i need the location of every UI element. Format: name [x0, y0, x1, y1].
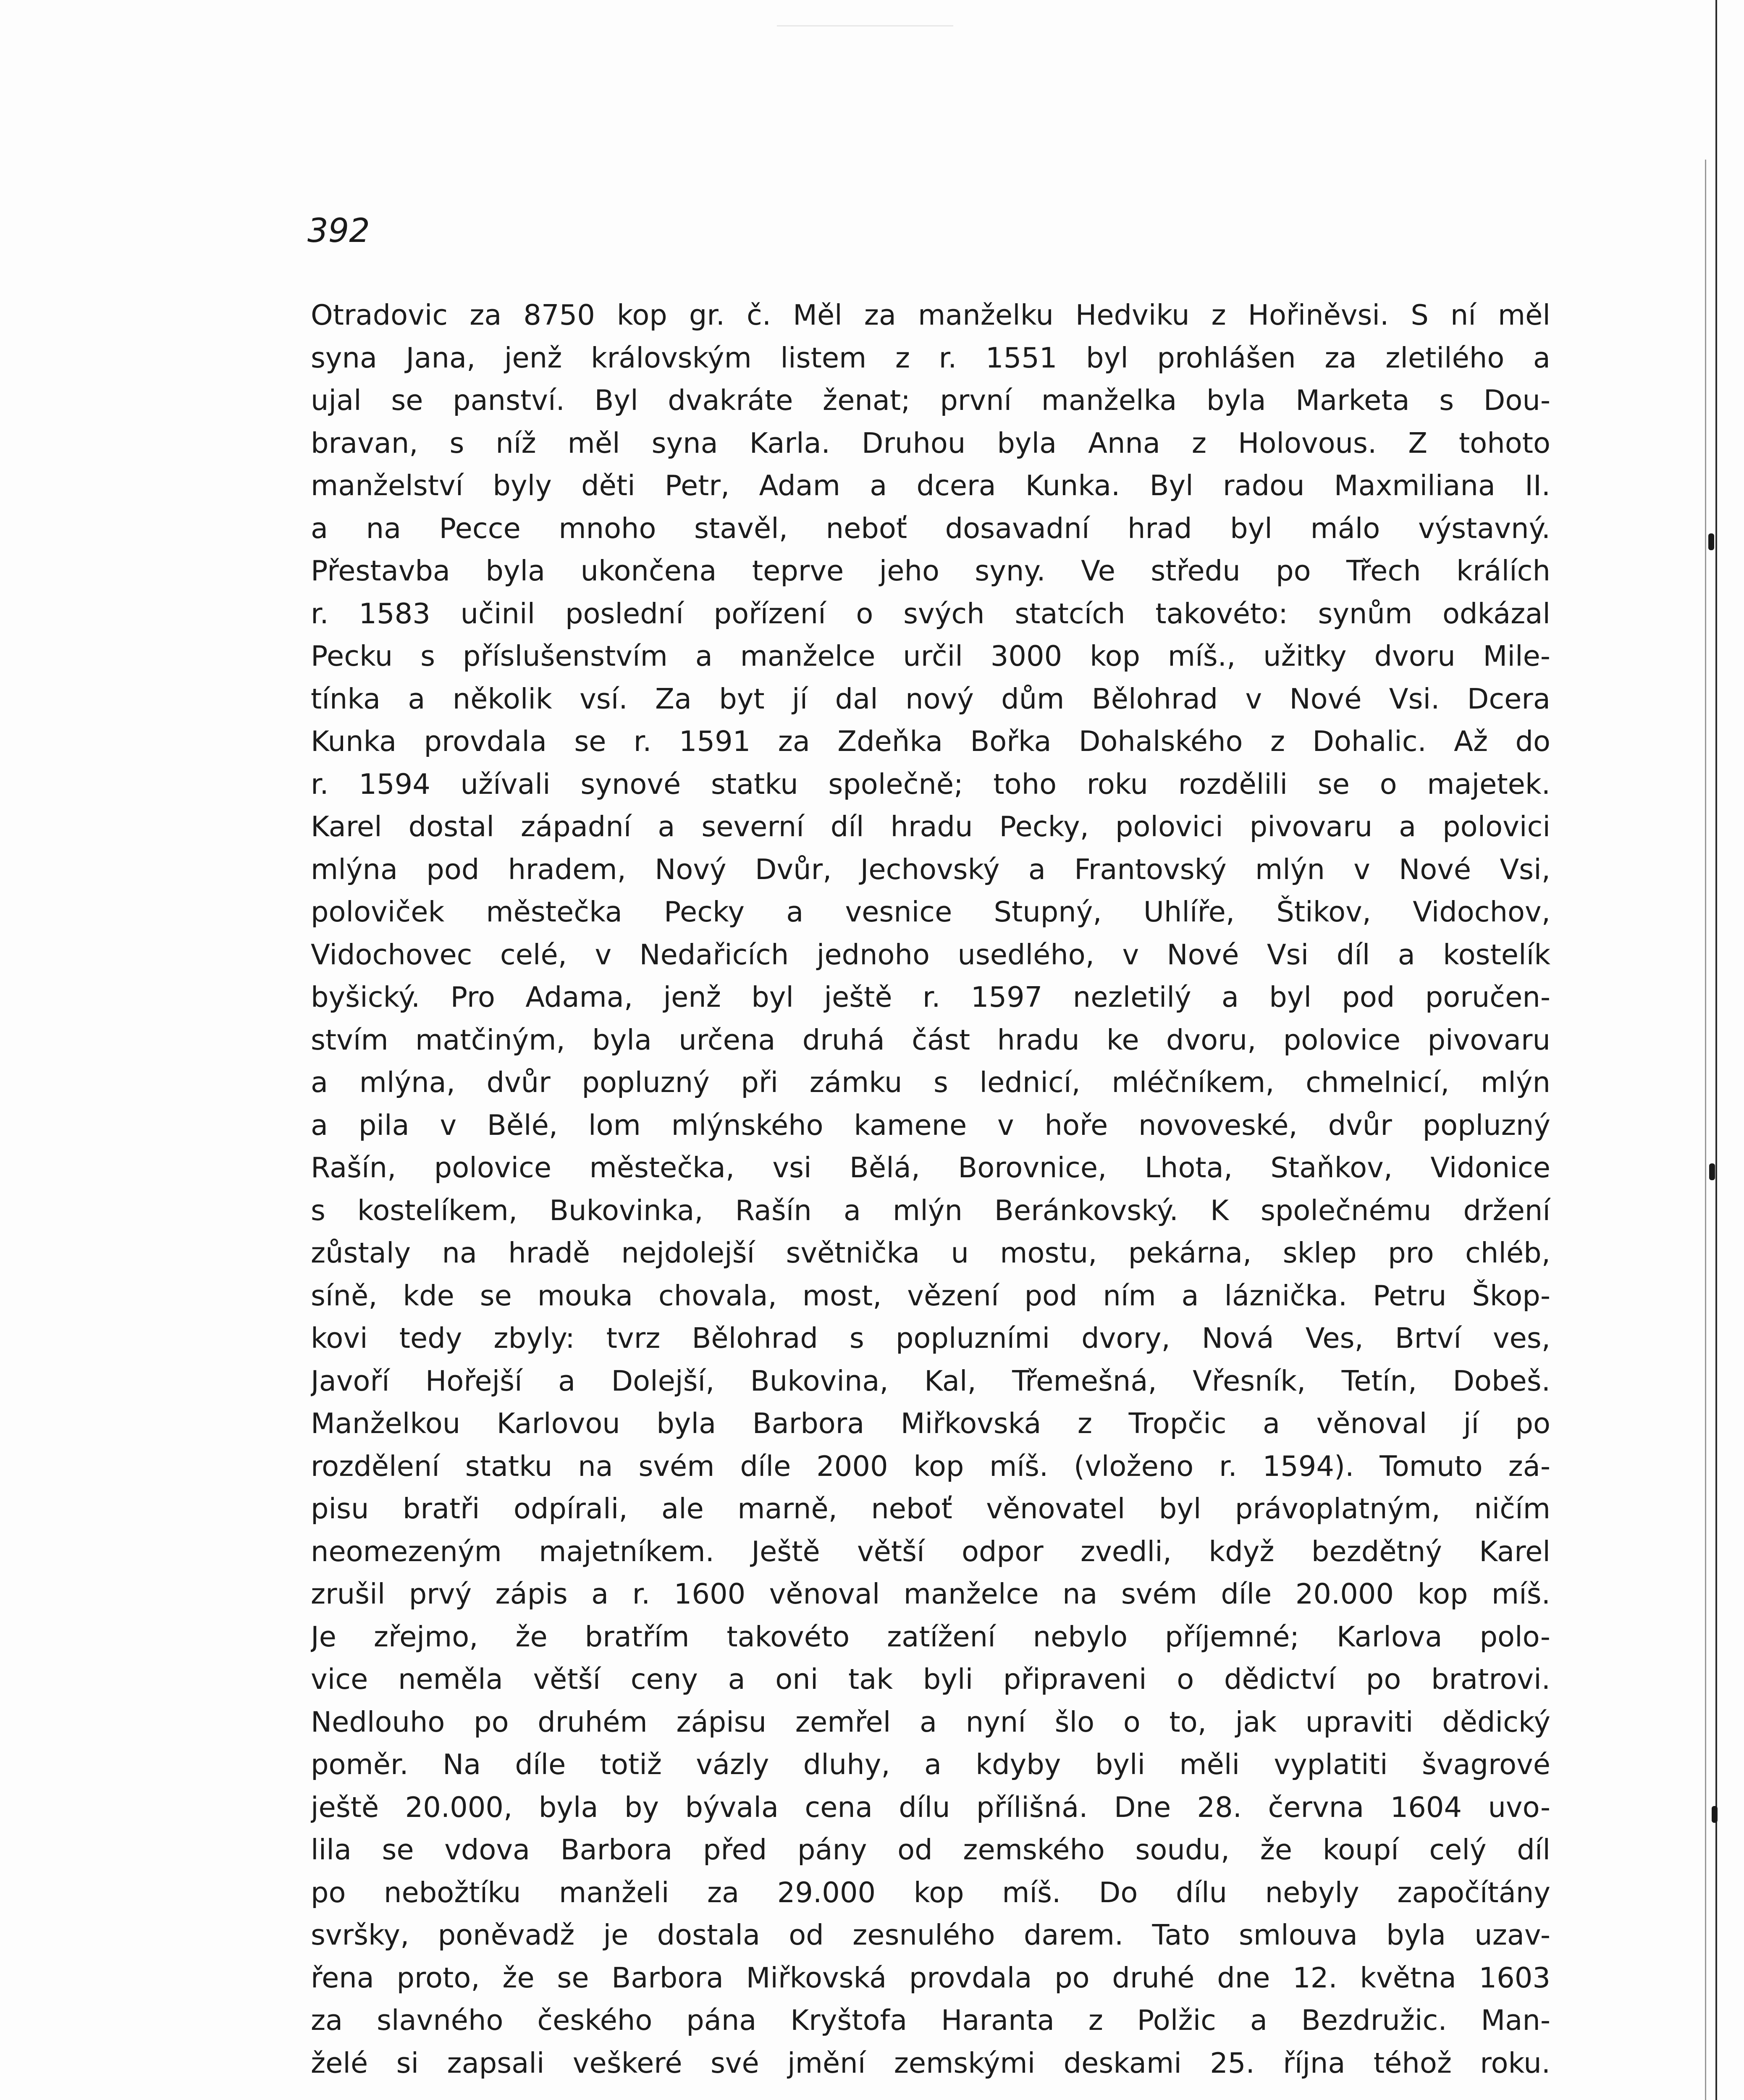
text-line: Kunka provdala se r. 1591 za Zdeňka Bořka Dohalského z Dohalic. Až do — [311, 725, 1550, 758]
scan-edge-shadow — [1705, 160, 1706, 2100]
text-line: a pila v Bělé, lom mlýnského kamene v hoře novoveské, dvůr popluzný — [311, 1108, 1550, 1142]
text-line: Vidochovec celé, v Nedařicích jednoho usedlého, v Nové Vsi díl a kostelík — [311, 938, 1550, 971]
text-line: neomezeným majetníkem. Ještě větší odpor zvedli, když bezdětný Karel — [311, 1535, 1550, 1568]
text-line: r. 1583 učinil poslední pořízení o svých statcích takovéto: synům odkázal — [311, 597, 1550, 630]
text-line: Přestavba byla ukončena teprve jeho syny. Ve středu po Třech králích — [311, 554, 1550, 587]
text-line: r. 1594 užívali synové statku společně; toho roku rozdělili se o majetek. — [311, 767, 1550, 801]
text-line: ještě 20.000, byla by bývala cena dílu přílišná. Dne 28. června 1604 uvo- — [311, 1790, 1550, 1824]
scan-edge-line — [1715, 0, 1717, 2100]
text-line: Javoří Hořejší a Dolejší, Bukovina, Kal, Třemešná, Vřesník, Tetín, Dobeš. — [311, 1364, 1550, 1397]
text-line: a na Pecce mnoho stavěl, neboť dosavadní hrad byl málo výstavný. — [311, 512, 1550, 545]
text-line: mlýna pod hradem, Nový Dvůr, Jechovský a Frantovský mlýn v Nové Vsi, — [311, 853, 1550, 886]
text-line: svršky, poněvadž je dostala od zesnulého darem. Tato smlouva byla uzav- — [311, 1919, 1550, 1951]
scan-edge-mark — [1712, 1806, 1718, 1823]
show-through-artifact — [777, 25, 953, 60]
scan-edge-mark — [1708, 533, 1714, 550]
text-line: poloviček městečka Pecky a vesnice Stupný, Uhlíře, Štikov, Vidochov, — [311, 895, 1550, 928]
text-line: byšický. Pro Adama, jenž byl ještě r. 1597 nezletilý a byl pod poručen- — [311, 981, 1550, 1013]
text-line: kovi tedy zbyly: tvrz Bělohrad s popluzními dvory, Nová Ves, Brtví ves, — [311, 1322, 1550, 1354]
text-line: síně, kde se mouka chovala, most, vězení pod ním a láznička. Petru Škop- — [311, 1279, 1550, 1312]
scan-edge-mark — [1709, 1163, 1715, 1180]
text-line: Karel dostal západní a severní díl hradu Pecky, polovici pivovaru a polovici — [311, 810, 1550, 843]
body-text — [311, 294, 1550, 2084]
text-line: rozdělení statku na svém díle 2000 kop míš. (vloženo r. 1594). Tomuto zá- — [311, 1449, 1550, 1483]
text-line: syna Jana, jenž královským listem z r. 1551 byl prohlášen za zletilého a — [311, 341, 1550, 374]
text-line: a mlýna, dvůr popluzný při zámku s lednicí, mléčníkem, chmelnicí, mlýn — [311, 1066, 1550, 1099]
text-line: po nebožtíku manželi za 29.000 kop míš. Do dílu nebyly započítány — [311, 1876, 1550, 1909]
text-line: řena proto, že se Barbora Miřkovská provdala po druhé dne 12. května 1603 — [311, 1961, 1550, 1994]
text-line: Rašín, polovice městečka, vsi Bělá, Borovnice, Lhota, Staňkov, Vidonice — [311, 1151, 1550, 1184]
text-line: manželství byly děti Petr, Adam a dcera Kunka. Byl radou Maxmiliana II. — [311, 469, 1550, 502]
text-line: poměr. Na díle totiž vázly dluhy, a kdyby byli měli vyplatiti švagrové — [311, 1748, 1550, 1781]
page-number: 392 — [307, 212, 370, 250]
text-line: zrušil prvý zápis a r. 1600 věnoval manželce na svém díle 20.000 kop míš. — [311, 1578, 1550, 1610]
text-line: zůstaly na hradě nejdolejší světnička u mostu, pekárna, sklep pro chléb, — [311, 1236, 1550, 1269]
text-line: Manželkou Karlovou byla Barbora Miřkovská z Tropčic a věnoval jí po — [311, 1407, 1550, 1440]
text-line: pisu bratři odpírali, ale marně, neboť věnovatel byl právoplatným, ničím — [311, 1492, 1550, 1525]
text-line: stvím matčiným, byla určena druhá část hradu ke dvoru, polovice pivovaru — [311, 1023, 1550, 1056]
text-line: ujal se panství. Byl dvakráte ženat; první manželka byla Marketa s Dou- — [311, 384, 1550, 417]
text-line: želé si zapsali veškeré své jmění zemskými deskami 25. října téhož roku. — [311, 2046, 1550, 2079]
text-line: Otradovic za 8750 kop gr. č. Měl za manželku Hedviku z Hořiněvsi. S ní měl — [311, 299, 1550, 331]
text-line: tínka a několik vsí. Za byt jí dal nový dům Bělohrad v Nové Vsi. Dcera — [311, 682, 1550, 715]
text-line: Nedlouho po druhém zápisu zemřel a nyní šlo o to, jak upraviti dědický — [311, 1705, 1550, 1738]
text-line: Je zřejmo, že bratřím takovéto zatížení nebylo příjemné; Karlova polo- — [311, 1620, 1550, 1653]
text-line: s kostelíkem, Bukovinka, Rašín a mlýn Beránkovský. K společnému držení — [311, 1194, 1550, 1227]
text-line: bravan, s níž měl syna Karla. Druhou byla Anna z Holovous. Z tohoto — [311, 426, 1550, 459]
text-line: za slavného českého pána Kryštofa Haranta z Polžic a Bezdružic. Man- — [311, 2004, 1550, 2037]
text-line: vice neměla větší ceny a oni tak byli připraveni o dědictví po bratrovi. — [311, 1663, 1550, 1696]
text-line: lila se vdova Barbora před pány od zemského soudu, že koupí celý díl — [311, 1833, 1550, 1866]
text-line: Pecku s příslušenstvím a manželce určil 3000 kop míš., užitky dvoru Mile- — [311, 640, 1550, 672]
